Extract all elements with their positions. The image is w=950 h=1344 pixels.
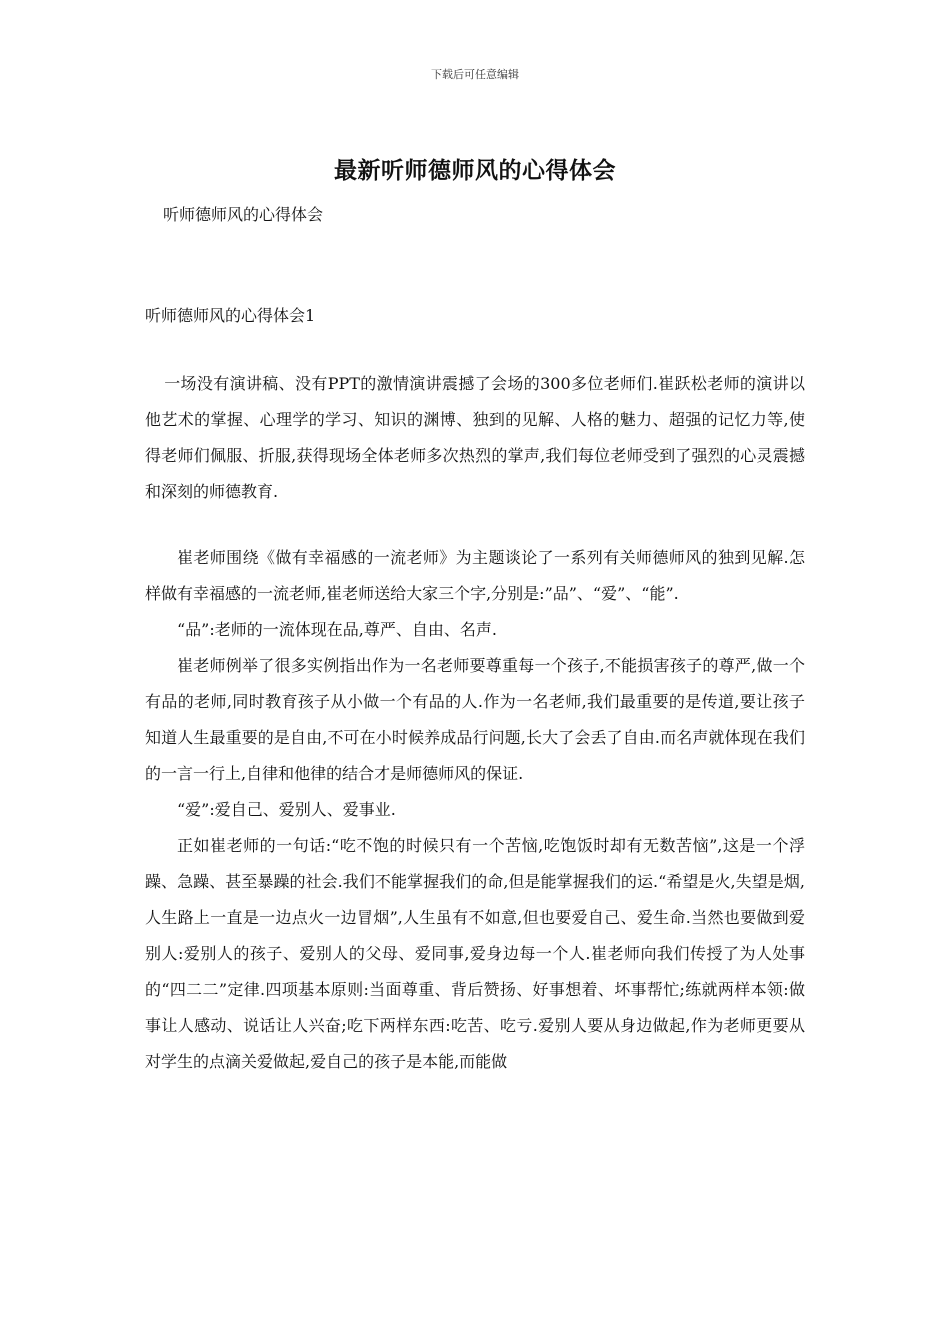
header-note: 下载后可任意编辑 [431, 68, 519, 81]
document-body [145, 366, 805, 1080]
paragraph: 崔老师围绕《做有幸福感的一流老师》为主题谈论了一系列有关师德师风的独到见解.怎样做有幸福感的一流老师,崔老师送给大家三个字,分别是:”品”、“爱”、“能”. [145, 548, 805, 603]
section-heading: 听师德师风的心得体会1 [145, 306, 316, 325]
paragraph: 一场没有演讲稿、没有PPT的激情演讲震撼了会场的300多位老师们.崔跃松老师的演讲以他艺术的掌握、心理学的学习、知识的渊博、独到的见解、人格的魅力、超强的记忆力等,使得老师们佩服、折服,获得现场全体老师多次热烈的掌声,我们每位老师受到了强烈的心灵震撼和深刻的师德教育. [145, 374, 805, 501]
paragraph: “品”:老师的一流体现在品,尊严、自由、名声. [177, 620, 497, 639]
paragraph: 正如崔老师的一句话:“吃不饱的时候只有一个苦恼,吃饱饭时却有无数苦恼”,这是一个浮躁、急躁、甚至暴躁的社会.我们不能掌握我们的命,但是能掌握我们的运.“希望是火,失望是烟,人生路上一直是一边点火一边冒烟”,人生虽有不如意,但也要爱自己、爱生命.当然也要做到爱别人:爱别人的孩子、爱别人的父母、爱同事,爱身边每一个人.崔老师向我们传授了为人处事的“四二二”定律.四项基本原则:当面尊重、背后赞扬、好事想着、坏事帮忙;练就两样本领:做事让人感动、说话让人兴奋;吃下两样东西:吃苦、吃亏.爱别人要从身边做起,作为老师更要从对学生的点滴关爱做起,爱自己的孩子是本能,而能做 [145, 836, 805, 1071]
document-subtitle: 听师德师风的心得体会 [163, 205, 324, 224]
paragraph: “爱”:爱自己、爱别人、爱事业. [177, 800, 396, 819]
paragraph: 崔老师例举了很多实例指出作为一名老师要尊重每一个孩子,不能损害孩子的尊严,做一个有品的老师,同时教育孩子从小做一个有品的人.作为一名老师,我们最重要的是传道,要让孩子知道人生最重要的是自由,不可在小时候养成品行问题,长大了会丢了自由.而名声就体现在我们的一言一行上,自律和他律的结合才是师德师风的保证. [145, 656, 805, 783]
document-title: 最新听师德师风的心得体会 [334, 157, 616, 184]
